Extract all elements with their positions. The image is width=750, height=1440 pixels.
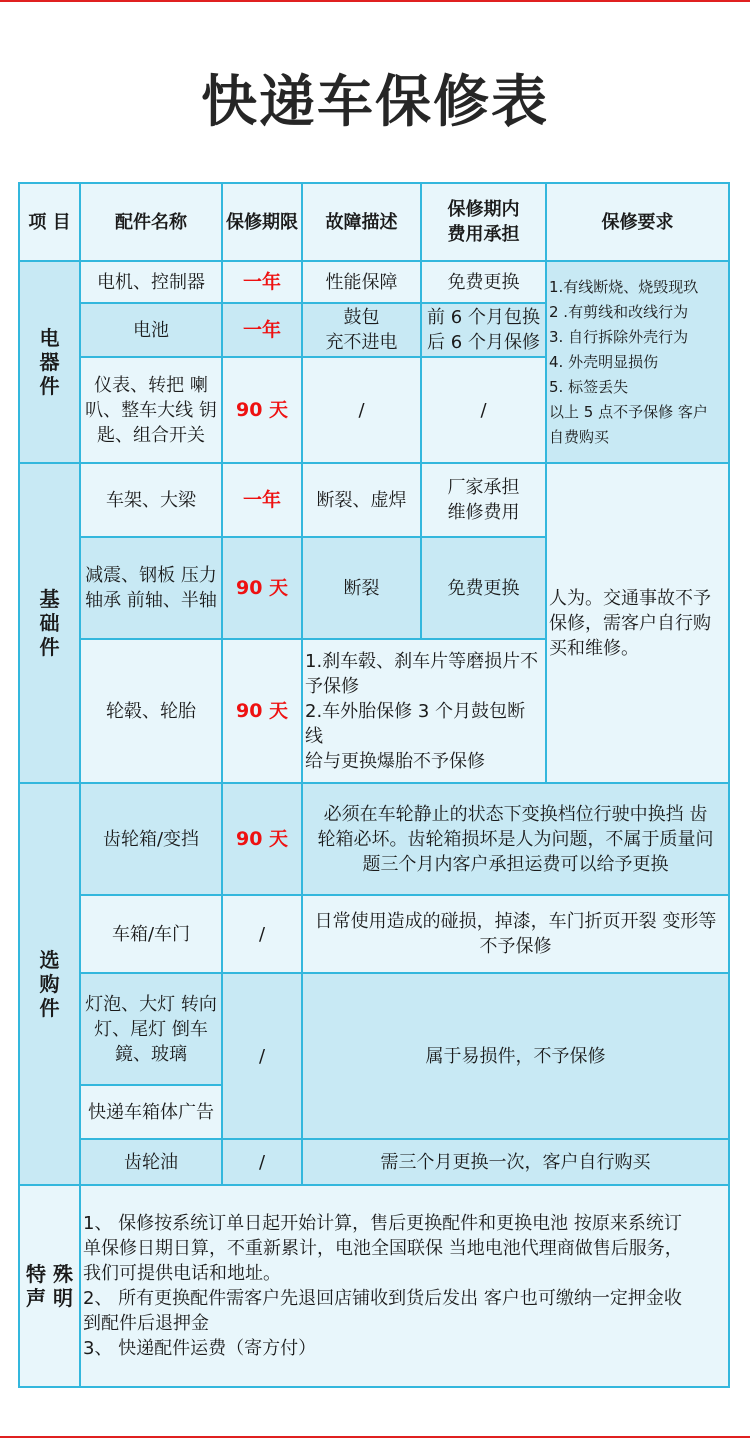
table-row [19, 1185, 729, 1387]
electric-requirement: 1.有线断烧、烧毁现玖 2 .有剪线和改线行为 3. 自行拆除外壳行为 4. 外壳明显损伤 5. 标签丢失 以上 5 点不予保修 客户 自费购买 [546, 261, 729, 463]
description: 必须在车轮静止的状态下变换档位行驶中换挡 齿 轮箱必坏。齿轮箱损坏是人为问题，不属于质量问 题三个月内客户承担运费可以给予更换 [302, 783, 729, 895]
header-warranty-period: 保修期限 [222, 183, 302, 261]
part-name: 齿轮油 [80, 1139, 222, 1185]
fault-description: 断裂、虚焊 [302, 463, 421, 537]
header-row [19, 183, 729, 261]
special-statement: 1、 保修按系统订单日起开始计算，售后更换配件和更换电池 按原来系统订 单保修日期日算，不重新累计，电池全国联保 当地电池代理商做售后服务， 我们可提供电话和地址。 2、 所有更换配件需客户先退回店铺收到货后发出 客户也可缴纳一定押金收 到配件后退押金 3、 快递配件运费（寄方付） [80, 1185, 729, 1387]
warranty-period: 90 天 [222, 537, 302, 639]
table-row [19, 895, 729, 973]
cost-bearing: 免费更换 [421, 537, 546, 639]
description: 日常使用造成的碰损，掉漆，车门折页开裂 变形等 不予保修 [302, 895, 729, 973]
fault-description: / [302, 357, 421, 463]
category-electric: 电 器 件 [19, 261, 80, 463]
fault-description: 1.刹车毂、刹车片等磨损片不 予保修 2.车外胎保修 3 个月鼓包断线 给与更换爆胎不予保修 [302, 639, 546, 783]
warranty-period: / [222, 1139, 302, 1185]
part-name: 电机、控制器 [80, 261, 222, 303]
header-cost-bearing: 保修期内 费用承担 [421, 183, 546, 261]
part-name: 电池 [80, 303, 222, 357]
table-row [19, 1139, 729, 1185]
warranty-period: 90 天 [222, 357, 302, 463]
warranty-period: 90 天 [222, 639, 302, 783]
table-row [19, 783, 729, 895]
header-part-name: 配件名称 [80, 183, 222, 261]
category-base: 基 础 件 [19, 463, 80, 783]
warranty-period: / [222, 973, 302, 1139]
table-row [19, 261, 729, 303]
part-name: 轮毂、轮胎 [80, 639, 222, 783]
description: 属于易损件，不予保修 [302, 973, 729, 1139]
top-divider-line [0, 0, 750, 2]
warranty-period: 一年 [222, 303, 302, 357]
cost-bearing: 厂家承担 维修费用 [421, 463, 546, 537]
fault-description: 性能保障 [302, 261, 421, 303]
header-warranty-requirement: 保修要求 [546, 183, 729, 261]
category-optional: 选 购 件 [19, 783, 80, 1185]
bottom-divider-line [0, 1436, 750, 1438]
warranty-period: 一年 [222, 463, 302, 537]
base-requirement: 人为。交通事故不予 保修，需客户自行购 买和维修。 [546, 463, 729, 783]
fault-description: 鼓包 充不进电 [302, 303, 421, 357]
header-category: 项 目 [19, 183, 80, 261]
cost-bearing: 前 6 个月包换 后 6 个月保修 [421, 303, 546, 357]
header-fault-description: 故障描述 [302, 183, 421, 261]
part-name: 车箱/车门 [80, 895, 222, 973]
warranty-period: 90 天 [222, 783, 302, 895]
page-title: 快递车保修表 [201, 70, 549, 135]
warranty-period: 一年 [222, 261, 302, 303]
cost-bearing: 免费更换 [421, 261, 546, 303]
warranty-table [18, 182, 730, 1388]
part-name: 快递车箱体广告 [80, 1085, 222, 1139]
table-row [19, 973, 729, 1085]
description: 需三个月更换一次，客户自行购买 [302, 1139, 729, 1185]
category-special: 特 殊 声 明 [19, 1185, 80, 1387]
warranty-period: / [222, 895, 302, 973]
cost-bearing: / [421, 357, 546, 463]
fault-description: 断裂 [302, 537, 421, 639]
part-name: 车架、大梁 [80, 463, 222, 537]
part-name: 齿轮箱/变挡 [80, 783, 222, 895]
part-name: 减震、钢板 压力 轴承 前轴、半轴 [80, 537, 222, 639]
part-name: 灯泡、大灯 转向 灯、尾灯 倒车 鏡、玻璃 [80, 973, 222, 1085]
part-name: 仪表、转把 喇 叭、整车大线 钥 匙、组合开关 [80, 357, 222, 463]
table-row [19, 463, 729, 537]
